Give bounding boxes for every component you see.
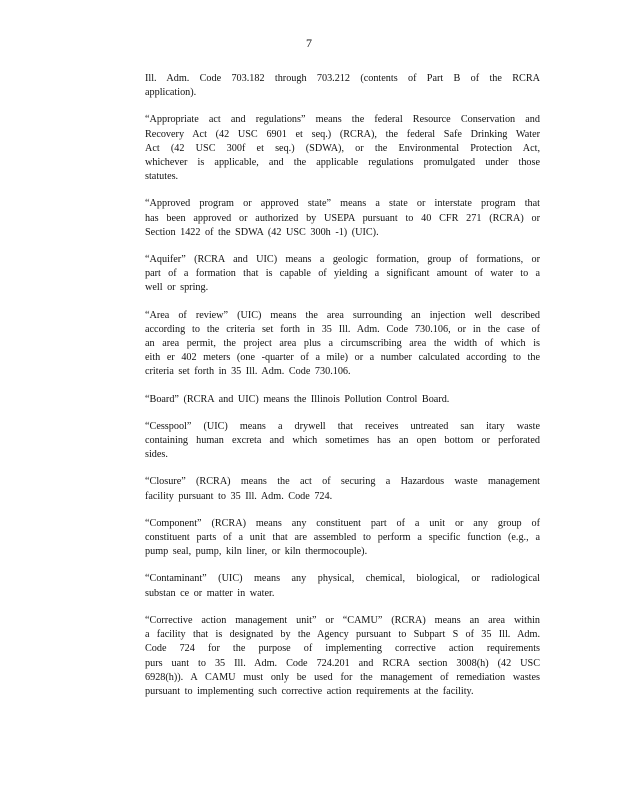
definition-paragraph [145, 309, 540, 380]
text-line: “Component” (RCRA) means any constituent part of a unit or any group of [145, 517, 540, 529]
text-line: an area permit, the project area plus a circumscribing area the width of which is [145, 338, 540, 350]
definition-paragraph [145, 113, 540, 184]
text-line: Code 724 for the purpose of implementing corrective action requirements [145, 643, 540, 655]
text-line: sides. [145, 449, 168, 461]
text-line: containing human excreta and which sometimes has an open bottom or perforated [145, 435, 540, 447]
text-line: “Board” (RCRA and UIC) means the Illinois Pollution Control Board. [145, 393, 450, 405]
text-line: constituent parts of a unit that are assembled to perform a specific function (e.g., a [145, 532, 540, 544]
text-line: pump seal, pump, kiln liner, or kiln thermocouple). [145, 546, 368, 558]
text-line: 6928(h)). A CAMU must only be used for the management of remediation wastes [145, 671, 540, 683]
text-line: criteria set forth in 35 Ill. Adm. Code 730.106. [145, 366, 351, 378]
text-line: Ill. Adm. Code 703.182 through 703.212 (contents of Part B of the RCRA [145, 73, 540, 84]
text-line: Act (42 USC 300f et seq.) (SDWA), or the Environmental Protection Act, [145, 142, 540, 154]
definition-paragraph [145, 197, 540, 240]
text-line: substan ce or matter in water. [145, 587, 275, 599]
definition-paragraph [145, 393, 540, 407]
text-line: application). [145, 87, 197, 99]
text-line: “Corrective action management unit” or “CAMU” (RCRA) means an area within [145, 614, 540, 626]
text-line: “Area of review” (UIC) means the area surrounding an injection well described [145, 309, 540, 321]
definition-paragraph [145, 517, 540, 560]
definition-paragraph [145, 72, 540, 100]
text-line: has been approved or authorized by USEPA pursuant to 40 CFR 271 (RCRA) or [145, 212, 540, 224]
text-line: “Cesspool” (UIC) means a drywell that receives untreated san itary waste [145, 420, 540, 432]
text-line: “Closure” (RCRA) means the act of securing a Hazardous waste management [145, 476, 540, 488]
text-line: “Appropriate act and regulations” means the federal Resource Conservation and [145, 114, 540, 126]
text-line: according to the criteria set forth in 35 Ill. Adm. Code 730.106, or in the case of [145, 323, 540, 335]
text-line: a facility that is designated by the Agency pursuant to Subpart S of 35 Ill. Adm. [145, 629, 540, 641]
definition-paragraph [145, 253, 540, 296]
text-line: facility pursuant to 35 Ill. Adm. Code 724. [145, 490, 333, 502]
text-line: Recovery Act (42 USC 6901 et seq.) (RCRA), the federal Safe Drinking Water [145, 128, 540, 140]
definition-paragraph [145, 614, 540, 699]
text-line: purs uant to 35 Ill. Adm. Code 724.201 and RCRA section 3008(h) (42 USC [145, 657, 540, 669]
text-line: statutes. [145, 171, 179, 183]
text-line: pursuant to implementing such corrective action requirements at the facility. [145, 685, 474, 697]
text-line: “Aquifer” (RCRA and UIC) means a geologic formation, group of formations, or [145, 254, 540, 266]
page-number: 7 [306, 36, 312, 50]
text-line: Section 1422 of the SDWA (42 USC 300h -1) (UIC). [145, 226, 379, 238]
text-line: well or spring. [145, 282, 209, 294]
text-line: whichever is applicable, and the applicable regulations promulgated under those [145, 157, 540, 169]
definition-paragraph [145, 420, 540, 463]
document-body [145, 72, 540, 712]
definition-paragraph [145, 475, 540, 503]
text-line: “Contaminant” (UIC) means any physical, chemical, biological, or radiological [145, 573, 540, 585]
definition-paragraph [145, 572, 540, 600]
text-line: eith er 402 meters (one -quarter of a mile) or a number calculated according to the [145, 352, 540, 364]
text-line: “Approved program or approved state” means a state or interstate program that [145, 198, 540, 210]
text-line: part of a formation that is capable of yielding a significant amount of water to a [145, 268, 540, 280]
